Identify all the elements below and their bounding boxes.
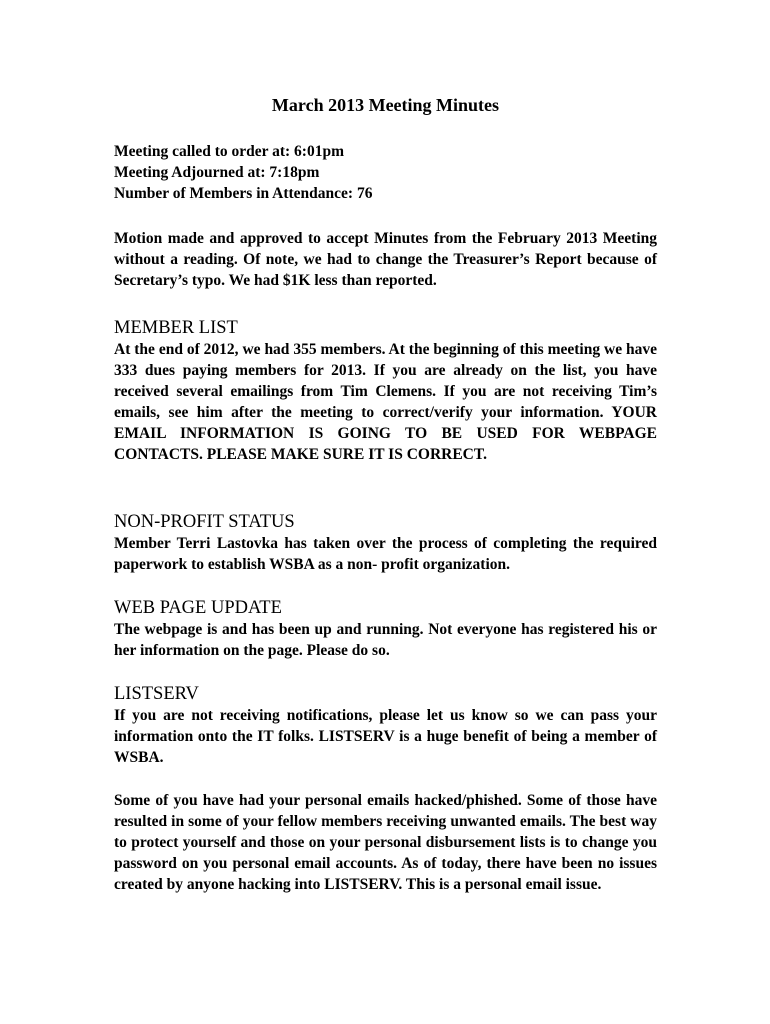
motion-block <box>114 228 657 291</box>
meeting-times <box>114 141 657 204</box>
section-paragraph: The webpage is and has been up and running. Not everyone has registered his or her information on the page. Please do so. <box>114 621 657 659</box>
section-heading: MEMBER LIST <box>114 318 238 338</box>
called-to-order-line: Meeting called to order at: 6:01pm <box>114 143 345 160</box>
section-paragraph: If you are not receiving notifications, please let us know so we can pass your information onto the IT folks. LISTSERV is a huge benefit of being a member of WSBA. <box>114 707 657 766</box>
listserv-security-block <box>114 790 657 895</box>
motion-paragraph: Motion made and approved to accept Minutes from the February 2013 Meeting without a reading. Of note, we had to change the Treasurer’s Report because of Secretary’s typo. We had $1K less than reported. <box>114 230 657 289</box>
section-paragraph: At the end of 2012, we had 355 members. At the beginning of this meeting we have 333 dues paying members for 2013. If you are already on the list, you have received several emailings from Tim Clemens. If you are not receiving Tim’s emails, see him after the meeting to correct/verify your information. YOUR EMAIL INFORMATION IS GOING TO BE USED FOR WEBPAGE CONTACTS. PLEASE MAKE SURE IT IS CORRECT. <box>114 341 657 463</box>
section-member-list <box>114 317 657 465</box>
section-heading: LISTSERV <box>114 684 199 704</box>
attendance-line: Number of Members in Attendance: 76 <box>114 185 373 202</box>
document-title: March 2013 Meeting Minutes <box>271 95 500 115</box>
section-paragraph: Member Terri Lastovka has taken over the process of completing the required paperwork to establish WSBA as a non- profit organization. <box>114 535 657 573</box>
section-paragraph: Some of you have had your personal emails hacked/phished. Some of those have resulted in some of your fellow members receiving unwanted emails. The best way to protect yourself and those on your personal disbursement lists is to change you password on you personal email accounts. As of today, there have been no issues created by anyone hacking into LISTSERV. This is a personal email issue. <box>114 792 657 893</box>
adjourned-line: Meeting Adjourned at: 7:18pm <box>114 164 320 181</box>
section-heading: WEB PAGE UPDATE <box>114 598 282 618</box>
section-heading: NON-PROFIT STATUS <box>114 512 295 532</box>
section-listserv <box>114 683 657 768</box>
section-web-page-update <box>114 597 657 661</box>
section-non-profit-status <box>114 511 657 575</box>
